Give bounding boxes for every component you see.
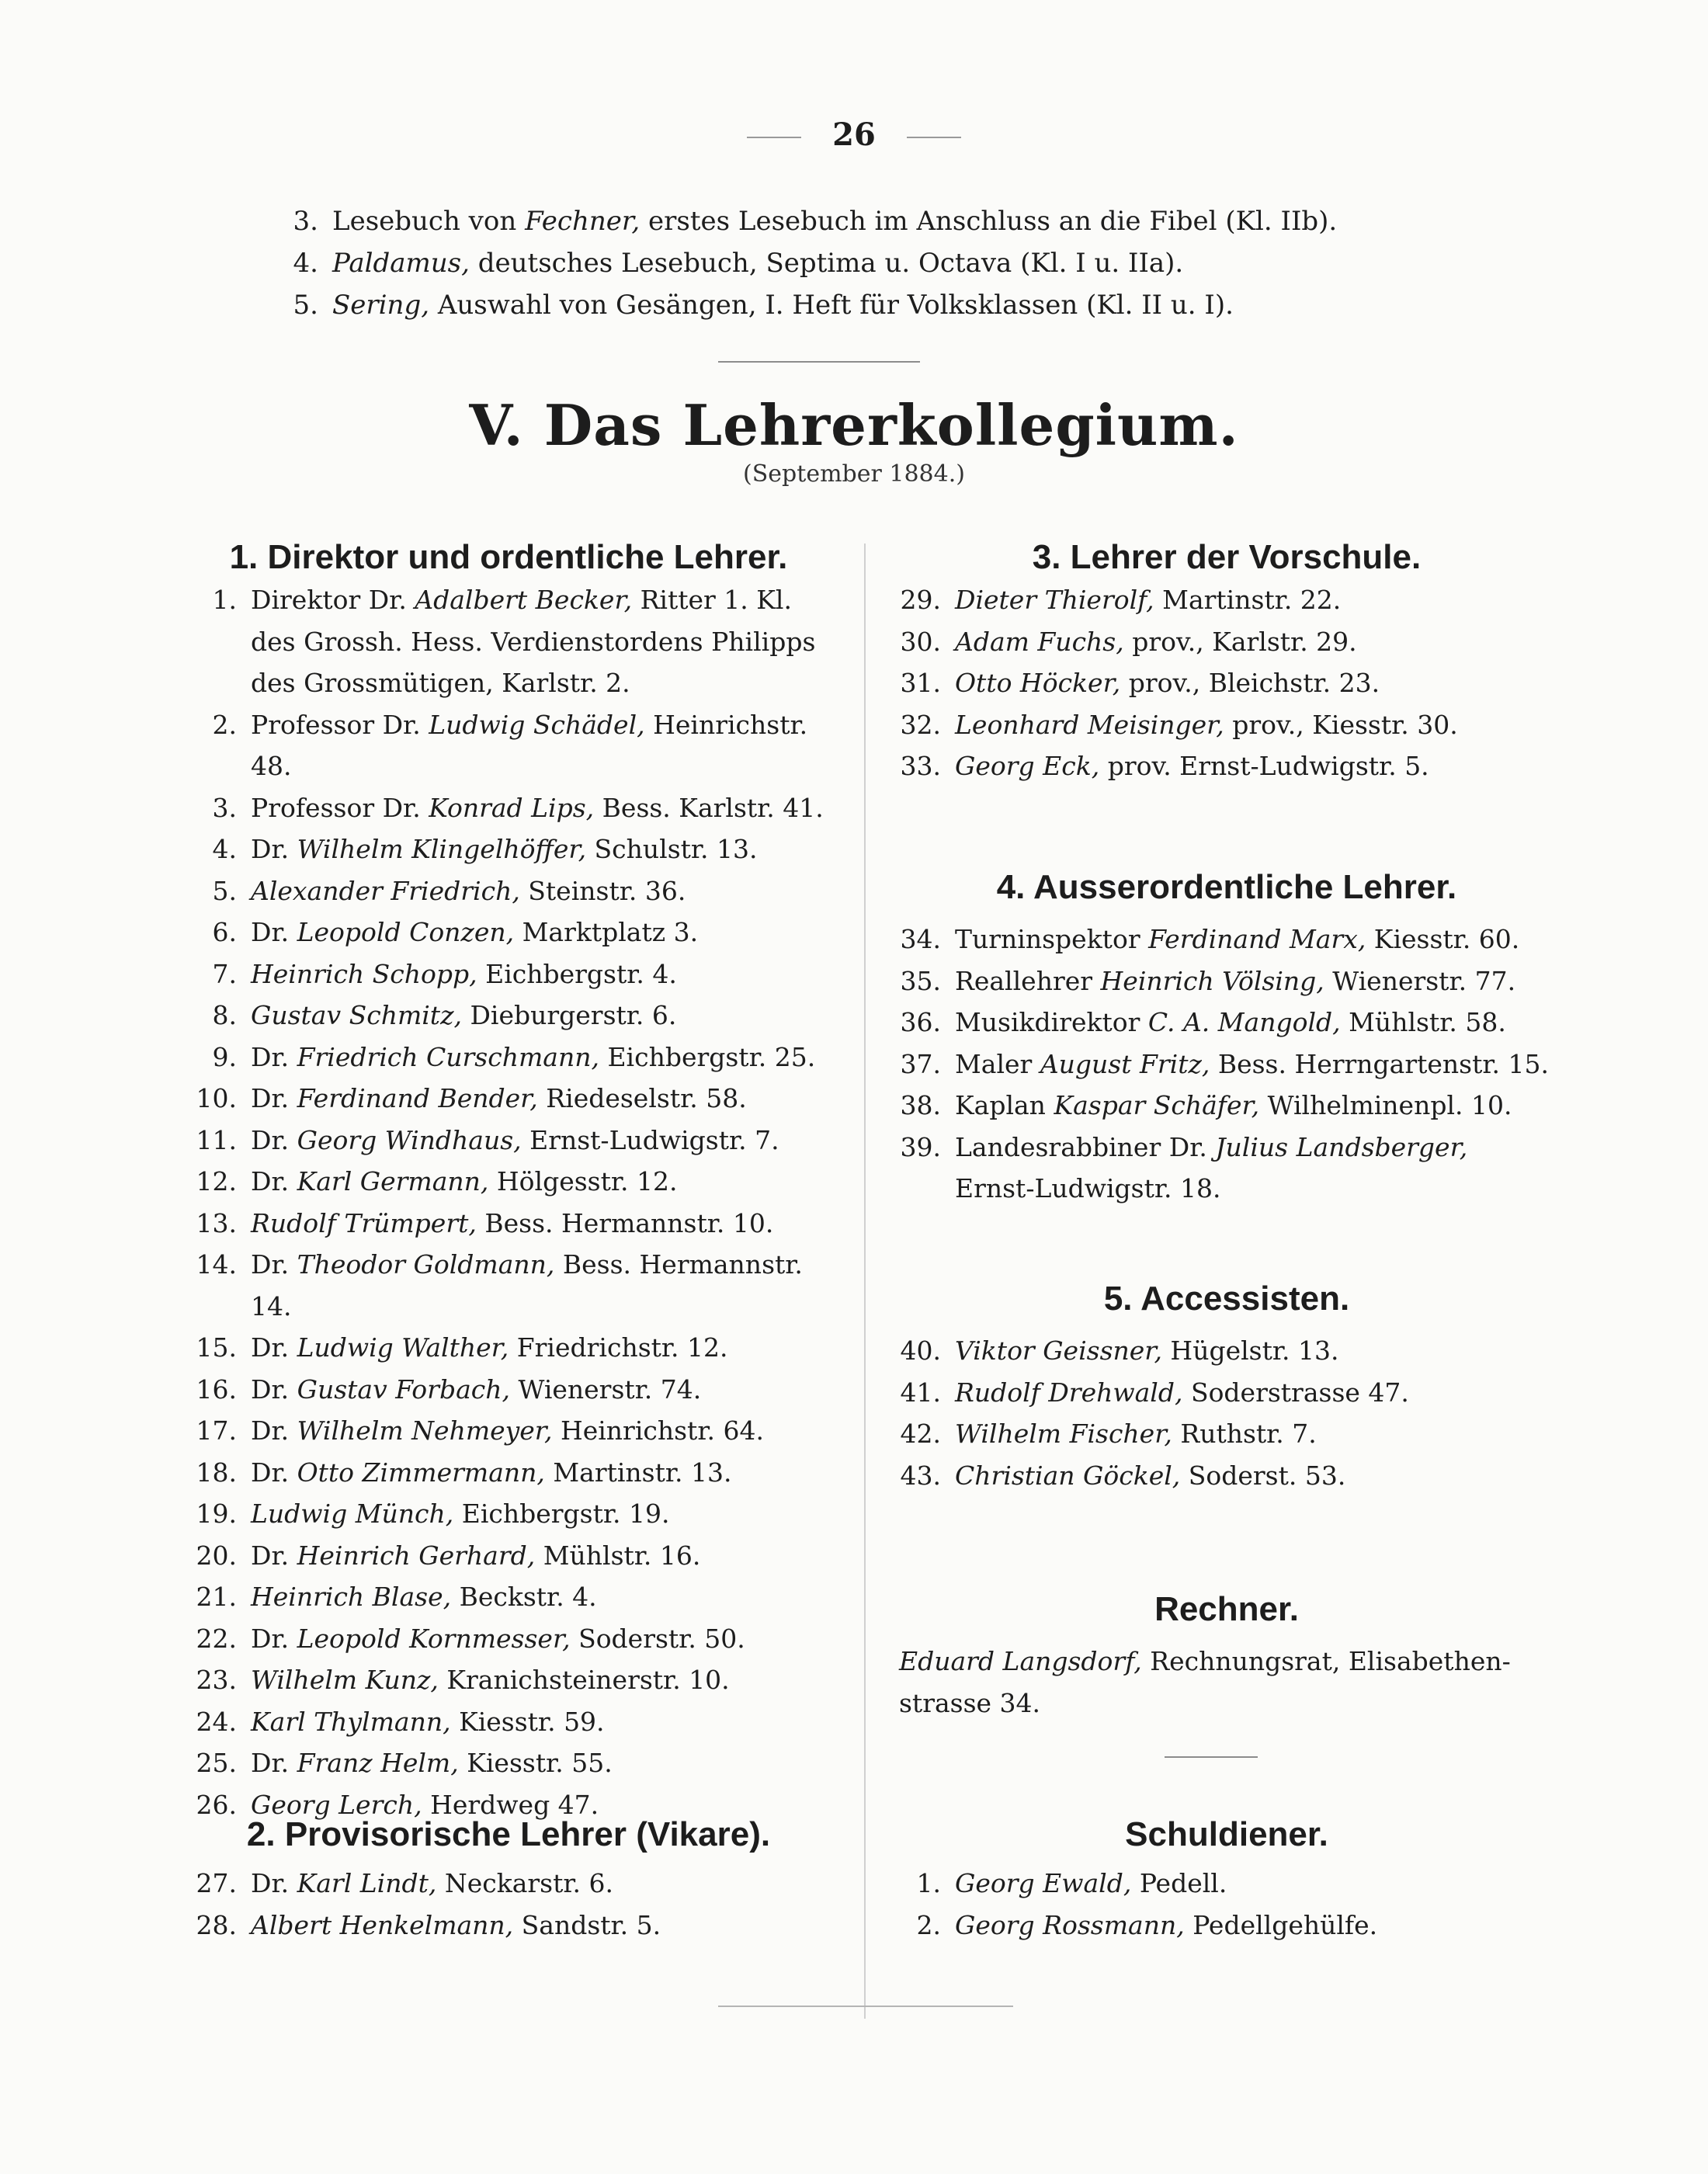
list-item <box>167 1659 850 1701</box>
entry-name: Leopold Conzen, <box>297 917 515 947</box>
entry-address: Marktplatz 3. <box>514 917 699 947</box>
bottom-divider <box>718 2006 1013 2007</box>
entry-name: Otto Zimmermann, <box>297 1457 545 1488</box>
entry-text <box>251 1576 850 1618</box>
entry-number: 3. <box>212 792 237 823</box>
entry-name: Georg Rossmann, <box>955 1909 1185 1940</box>
entry-address: Dieburgerstr. 6. <box>461 1000 677 1030</box>
list-item <box>167 1037 850 1078</box>
entry-name: Albert Henkelmann, <box>251 1909 514 1940</box>
entry-number: 11. <box>196 1124 237 1155</box>
entry-address: Ernst-Ludwigstr. 7. <box>521 1124 779 1155</box>
entry-number: 5. <box>212 875 237 906</box>
entry-address: Bess. Herrngartenstr. 15. <box>1210 1048 1549 1079</box>
entry-number: 7. <box>212 958 237 989</box>
entry-address: Kiesstr. 59. <box>450 1706 605 1737</box>
list-item <box>167 1161 850 1203</box>
entry-address: prov., Karlstr. 29. <box>1123 626 1357 657</box>
list-item <box>167 1863 850 1905</box>
entry-address: Riedeselstr. 58. <box>537 1083 747 1113</box>
list-item <box>167 1120 850 1162</box>
group-heading-1: 1. Direktor und ordentliche Lehrer. <box>229 538 788 576</box>
entry-name: Heinrich Blase, <box>251 1582 452 1612</box>
entry-name: Heinrich Gerhard, <box>297 1540 536 1571</box>
entry-title: Dr. <box>251 1166 297 1196</box>
entry-number: 6. <box>212 917 237 947</box>
entry-address: Steinstr. 36. <box>519 875 686 906</box>
entry-title: Landesrabbiner Dr. <box>955 1131 1216 1162</box>
entry-name: Karl Lindt, <box>297 1868 437 1898</box>
entry-title: Dr. <box>251 1457 297 1488</box>
entry-name: Wilhelm Kunz, <box>251 1665 439 1695</box>
entry-number: 8. <box>212 1000 237 1030</box>
entry-number: 40. <box>900 1335 941 1366</box>
entry-name: Kaspar Schäfer, <box>1054 1090 1260 1120</box>
entry-number: 9. <box>212 1041 237 1072</box>
entry-address: prov., Kiesstr. 30. <box>1224 709 1458 740</box>
entry-title: Musikdirektor <box>955 1007 1148 1037</box>
entry-text <box>251 1535 850 1577</box>
entry-title: Dr. <box>251 1041 297 1072</box>
entry-name: Ferdinand Marx, <box>1148 924 1366 954</box>
entry-address: Ritter 1. Kl. des Grossh. Hess. Verdienstordens Philipps des Grossmütigen, Karlstr. 2. <box>251 585 816 698</box>
entry-number: 31. <box>900 668 941 698</box>
entry-number: 43. <box>900 1460 941 1491</box>
group-4-list <box>877 919 1576 1210</box>
entry-name: August Fritz, <box>1040 1048 1210 1079</box>
entry-text <box>251 704 850 787</box>
entry-text <box>251 1659 850 1701</box>
entry-title: Dr. <box>251 1374 297 1405</box>
list-item <box>877 1002 1576 1044</box>
entry-address: Wienerstr. 74. <box>509 1374 702 1405</box>
entry-text <box>251 1452 850 1494</box>
entry-address: Eichbergstr. 4. <box>477 958 677 989</box>
entry-text <box>955 1002 1576 1044</box>
entry-text <box>251 995 850 1037</box>
entry-number: 42. <box>900 1419 941 1449</box>
entry-address: Martinstr. 13. <box>544 1457 732 1488</box>
entry-title: Professor Dr. <box>251 709 429 740</box>
entry-address: Ernst-Ludwigstr. 18. <box>955 1173 1221 1203</box>
group-heading-3: 3. Lehrer der Vorschule. <box>1032 538 1422 576</box>
page-number <box>0 116 1708 153</box>
entry-name: Georg Ewald, <box>955 1868 1132 1898</box>
list-item <box>167 1452 850 1494</box>
list-item <box>877 745 1576 787</box>
group-5-list <box>877 1330 1576 1496</box>
entry-text <box>251 1410 850 1452</box>
entry-text <box>955 1905 1576 1947</box>
book-author: Paldamus, <box>332 248 470 279</box>
book-text: deutsches Lesebuch, Septima u. Octava (Kl. I u. IIa). <box>469 248 1184 279</box>
list-item <box>877 1863 1576 1905</box>
entry-address: Pedellgehülfe. <box>1184 1909 1378 1940</box>
entry-text <box>955 621 1576 663</box>
entry-name: Heinrich Schopp, <box>251 958 477 989</box>
entry-name: Georg Lerch, <box>251 1789 422 1820</box>
entry-name: Heinrich Völsing, <box>1100 965 1324 996</box>
entry-title: Dr. <box>251 1623 297 1654</box>
list-item <box>167 1244 850 1327</box>
list-item <box>167 1493 850 1535</box>
page-number-text: 26 <box>832 116 876 153</box>
entry-text <box>251 1161 850 1203</box>
entry-text <box>955 1330 1576 1372</box>
entry-title: Turninspektor <box>955 924 1149 954</box>
list-item <box>167 1203 850 1245</box>
entry-name: Franz Helm, <box>297 1748 459 1778</box>
entry-title: Kaplan <box>955 1090 1054 1120</box>
entry-text <box>955 1413 1576 1455</box>
section-subtitle: (September 1884.) <box>743 460 965 488</box>
entry-text <box>251 1701 850 1743</box>
entry-address: Eichbergstr. 25. <box>599 1041 816 1072</box>
entry-address: Bess. Hermannstr. 14. <box>251 1249 803 1321</box>
book-text: erstes Lesebuch im Anschluss an die Fibel (Kl. IIb). <box>640 206 1338 237</box>
entry-title: Dr. <box>251 1124 297 1155</box>
entry-text <box>251 828 850 870</box>
entry-number: 12. <box>196 1166 237 1196</box>
entry-number: 16. <box>196 1374 237 1405</box>
list-item <box>167 1410 850 1452</box>
divider <box>1165 1756 1258 1758</box>
entry-name: Karl Germann, <box>297 1166 489 1196</box>
list-item <box>167 995 850 1037</box>
entry-address: Pedell. <box>1131 1868 1227 1898</box>
book-author: Fechner, <box>525 206 640 237</box>
entry-name: Ludwig Münch, <box>251 1499 454 1529</box>
entry-text <box>251 1905 850 1947</box>
entry-title: Dr. <box>251 917 297 947</box>
entry-title: Professor Dr. <box>251 792 429 823</box>
entry-name: Gustav Schmitz, <box>251 1000 462 1030</box>
list-item <box>167 870 850 912</box>
right-column-schuldiener <box>877 1813 1576 1946</box>
entry-name: Adam Fuchs, <box>955 626 1124 657</box>
list-item <box>167 828 850 870</box>
entry-title: Dr. <box>251 1249 297 1280</box>
entry-name: Julius Landsberger, <box>1215 1131 1468 1162</box>
group-2-list <box>167 1863 850 1946</box>
entry-name: Ferdinand Bender, <box>297 1083 538 1113</box>
entry-number: 20. <box>196 1540 237 1571</box>
entry-number: 1. <box>916 1868 941 1898</box>
list-item <box>167 1576 850 1618</box>
book-list <box>279 200 1599 326</box>
list-item <box>167 1742 850 1784</box>
divider <box>718 361 920 363</box>
list-item <box>167 953 850 995</box>
entry-number: 30. <box>900 626 941 657</box>
book-author: Sering, <box>332 290 430 321</box>
entry-name: Georg Eck, <box>955 751 1100 781</box>
entry-title: Dr. <box>251 1415 297 1446</box>
group-3-list <box>877 579 1576 787</box>
list-item <box>877 579 1576 621</box>
list-item <box>167 1369 850 1411</box>
list-item <box>167 912 850 953</box>
entry-address: Soderstr. 50. <box>570 1623 745 1654</box>
list-item <box>877 621 1576 663</box>
entry-address: Soderst. 53. <box>1180 1460 1346 1491</box>
entry-number: 38. <box>900 1090 941 1120</box>
entry-title: Dr. <box>251 1540 297 1571</box>
entry-name: Ludwig Walther, <box>297 1332 509 1363</box>
entry-number: 2. <box>916 1909 941 1940</box>
entry-title: Dr. <box>251 1083 297 1113</box>
entry-text <box>251 1120 850 1162</box>
list-item <box>167 1327 850 1369</box>
entry-text <box>251 870 850 912</box>
entry-text <box>955 1085 1576 1127</box>
entry-text <box>955 960 1576 1002</box>
entry-number: 35. <box>900 965 941 996</box>
entry-title: Maler <box>955 1048 1040 1079</box>
list-item <box>877 1085 1576 1127</box>
entry-number: 14. <box>196 1249 237 1280</box>
section-title: V. Das Lehrerkollegium. <box>469 392 1239 458</box>
entry-number: 32. <box>900 709 941 740</box>
right-column-vorschule <box>877 536 1576 787</box>
page-number-dash-right <box>907 137 961 138</box>
list-item <box>167 1618 850 1660</box>
entry-name: Viktor Geissner, <box>955 1335 1162 1366</box>
list-item <box>167 1535 850 1577</box>
right-column-ausserordentlich <box>877 866 1576 1210</box>
entry-name: Wilhelm Klingelhöffer, <box>297 834 587 864</box>
entry-title: Dr. <box>251 1868 297 1898</box>
entry-address: Wienerstr. 77. <box>1324 965 1516 996</box>
entry-address: Eichbergstr. 19. <box>453 1499 670 1529</box>
entry-number: 2. <box>212 709 237 740</box>
entry-number: 34. <box>900 924 941 954</box>
entry-name: Alexander Friedrich, <box>251 875 520 906</box>
entry-text <box>251 579 850 704</box>
entry-number: 13. <box>196 1207 237 1238</box>
entry-address: Ruthstr. 7. <box>1172 1419 1317 1449</box>
list-item <box>167 1701 850 1743</box>
list-item <box>877 919 1576 960</box>
entry-text <box>251 1493 850 1535</box>
entry-number: 17. <box>196 1415 237 1446</box>
group-heading-4: 4. Ausserordentliche Lehrer. <box>996 868 1457 906</box>
entry-name: Friedrich Curschmann, <box>297 1041 599 1072</box>
list-item <box>877 1455 1576 1497</box>
group-heading-2: 2. Provisorische Lehrer (Vikare). <box>246 1815 771 1853</box>
entry-text <box>251 787 850 829</box>
entry-number: 37. <box>900 1048 941 1079</box>
book-text: Lesebuch von <box>332 206 526 237</box>
entry-address: prov. Ernst-Ludwigstr. 5. <box>1099 751 1429 781</box>
entry-address: Friedrichstr. 12. <box>509 1332 728 1363</box>
entry-address: Sandstr. 5. <box>513 1909 661 1940</box>
entry-name: Wilhelm Nehmeyer, <box>297 1415 553 1446</box>
list-item <box>877 1330 1576 1372</box>
entry-address: Mühlstr. 16. <box>535 1540 701 1571</box>
schuldiener-heading: Schuldiener. <box>1125 1815 1328 1853</box>
entry-name: Wilhelm Fischer, <box>955 1419 1172 1449</box>
book-num: 4. <box>293 248 318 279</box>
entry-text <box>955 1044 1576 1085</box>
entry-text <box>251 1863 850 1905</box>
entry-address: Heinrichstr. 48. <box>251 709 808 781</box>
entry-address: Bess. Hermannstr. 10. <box>476 1207 774 1238</box>
entry-name: Christian Göckel, <box>955 1460 1181 1491</box>
entry-number: 15. <box>196 1332 237 1363</box>
schuldiener-list <box>877 1863 1576 1946</box>
entry-number: 22. <box>196 1623 237 1654</box>
entry-address: Herdweg 47. <box>422 1789 599 1820</box>
entry-address: Hölgesstr. 12. <box>488 1166 678 1196</box>
entry-address: Kranichsteinerstr. 10. <box>438 1665 730 1695</box>
entry-number: 33. <box>900 751 941 781</box>
entry-name: Ludwig Schädel, <box>429 709 645 740</box>
entry-title: Dr. <box>251 834 297 864</box>
entry-address: Heinrichstr. 64. <box>552 1415 764 1446</box>
entry-text <box>955 1455 1576 1497</box>
entry-title: Dr. <box>251 1748 297 1778</box>
left-column <box>167 536 850 1825</box>
entry-text <box>955 1372 1576 1414</box>
list-item <box>167 579 850 704</box>
list-item <box>877 1905 1576 1947</box>
entry-text <box>955 662 1576 704</box>
entry-address: Martinstr. 22. <box>1154 585 1342 615</box>
entry-text <box>955 745 1576 787</box>
list-item <box>877 1372 1576 1414</box>
entry-text <box>251 1244 850 1327</box>
group-1-list <box>167 579 850 1825</box>
entry-number: 36. <box>900 1007 941 1037</box>
entry-address: Wilhelminenpl. 10. <box>1259 1090 1512 1120</box>
entry-number: 24. <box>196 1706 237 1737</box>
book-num: 5. <box>293 290 318 321</box>
rechner-name: Eduard Langsdorf, <box>899 1646 1142 1676</box>
entry-name: Karl Thylmann, <box>251 1706 451 1737</box>
column-divider <box>864 544 866 2019</box>
list-item <box>167 704 850 787</box>
entry-number: 10. <box>196 1083 237 1113</box>
page-number-dash-left <box>747 137 801 138</box>
entry-name: Adalbert Becker, <box>415 585 633 615</box>
list-item <box>167 787 850 829</box>
list-item <box>877 1413 1576 1455</box>
entry-text <box>251 1037 850 1078</box>
book-list-item <box>279 200 1599 242</box>
list-item <box>877 662 1576 704</box>
entry-text <box>955 579 1576 621</box>
entry-title: Direktor Dr. <box>251 585 415 615</box>
book-list-item <box>279 242 1599 284</box>
entry-text <box>955 1127 1576 1210</box>
entry-name: Gustav Forbach, <box>297 1374 510 1405</box>
book-list-item <box>279 284 1599 326</box>
entry-address: Hügelstr. 13. <box>1161 1335 1339 1366</box>
list-item <box>877 960 1576 1002</box>
entry-text <box>251 1742 850 1784</box>
entry-text <box>251 1327 850 1369</box>
entry-name: Georg Windhaus, <box>297 1124 522 1155</box>
entry-name: Leonhard Meisinger, <box>955 709 1224 740</box>
entry-address: Soderstrasse 47. <box>1182 1377 1409 1408</box>
book-text: Auswahl von Gesängen, I. Heft für Volksklassen (Kl. II u. I). <box>429 290 1234 321</box>
entry-number: 27. <box>196 1868 237 1898</box>
entry-number: 19. <box>196 1499 237 1529</box>
entry-title: Reallehrer <box>955 965 1101 996</box>
entry-text <box>251 953 850 995</box>
right-column-accessisten <box>877 1277 1576 1496</box>
entry-number: 23. <box>196 1665 237 1695</box>
list-item <box>877 1044 1576 1085</box>
list-item <box>877 1127 1576 1210</box>
entry-address: Neckarstr. 6. <box>436 1868 613 1898</box>
entry-name: Otto Höcker, <box>955 668 1121 698</box>
entry-text <box>955 919 1576 960</box>
left-column-vikare <box>167 1813 850 1946</box>
group-heading-5: 5. Accessisten. <box>1103 1280 1350 1318</box>
list-item <box>167 1078 850 1120</box>
entry-text <box>251 1618 850 1660</box>
entry-name: Konrad Lips, <box>429 792 595 823</box>
entry-name: Rudolf Trümpert, <box>251 1207 477 1238</box>
entry-address: Kiesstr. 60. <box>1366 924 1520 954</box>
entry-number: 39. <box>900 1131 941 1162</box>
entry-name: Rudolf Drehwald, <box>955 1377 1183 1408</box>
entry-number: 26. <box>196 1789 237 1820</box>
entry-number: 41. <box>900 1377 941 1408</box>
entry-name: Theodor Goldmann, <box>297 1249 555 1280</box>
entry-text <box>251 1203 850 1245</box>
entry-title: Dr. <box>251 1332 297 1363</box>
entry-number: 21. <box>196 1582 237 1612</box>
entry-name: Leopold Kornmesser, <box>297 1623 571 1654</box>
entry-name: Dieter Thierolf, <box>955 585 1154 615</box>
rechner-entry <box>877 1641 1576 1724</box>
entry-number: 29. <box>900 585 941 615</box>
entry-address: prov., Bleichstr. 23. <box>1120 668 1380 698</box>
rechner-detail: Rechnungsrat, Elisabethen- strasse 34. <box>899 1646 1511 1718</box>
entry-text <box>251 1369 850 1411</box>
right-column-rechner <box>877 1588 1576 1724</box>
entry-number: 1. <box>212 585 237 615</box>
entry-text <box>251 912 850 953</box>
rechner-heading: Rechner. <box>1154 1590 1299 1628</box>
list-item <box>167 1905 850 1947</box>
book-num: 3. <box>293 206 318 237</box>
entry-number: 18. <box>196 1457 237 1488</box>
entry-address: Kiesstr. 55. <box>458 1748 613 1778</box>
entry-text <box>251 1078 850 1120</box>
entry-address: Schulstr. 13. <box>586 834 758 864</box>
entry-address: Beckstr. 4. <box>451 1582 597 1612</box>
entry-number: 4. <box>212 834 237 864</box>
entry-name: C. A. Mangold, <box>1147 1007 1341 1037</box>
entry-text <box>955 704 1576 746</box>
entry-address: Mühlstr. 58. <box>1340 1007 1506 1037</box>
list-item <box>877 704 1576 746</box>
entry-number: 28. <box>196 1909 237 1940</box>
entry-text <box>955 1863 1576 1905</box>
entry-number: 25. <box>196 1748 237 1778</box>
entry-address: Bess. Karlstr. 41. <box>594 792 824 823</box>
